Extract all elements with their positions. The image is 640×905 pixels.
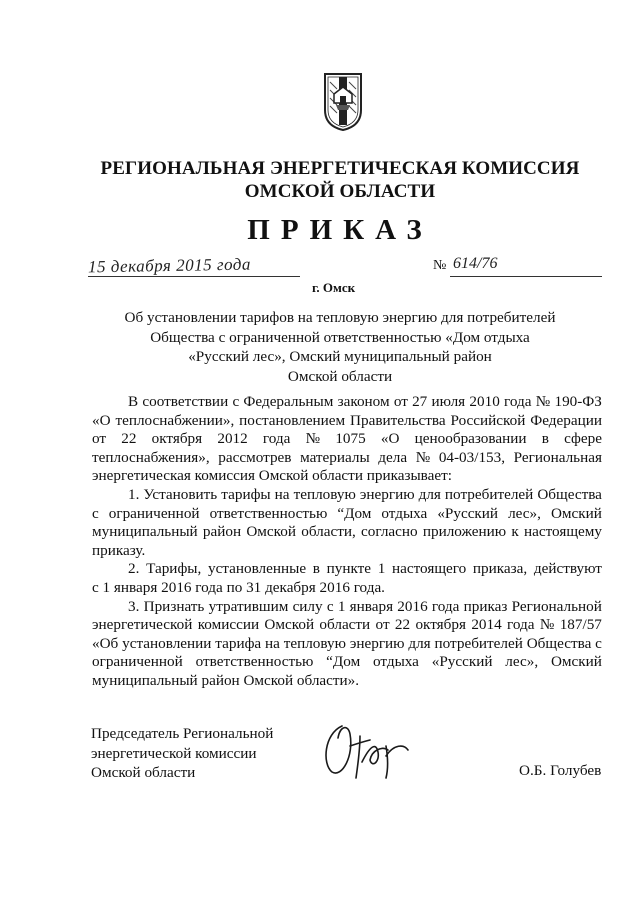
body-line [92, 635, 602, 654]
body-word: настоящему [524, 523, 602, 541]
signatory-position [91, 724, 273, 783]
body-word: рассмотрев [218, 448, 292, 466]
body-word: тепловую [283, 634, 346, 652]
body-word: с [595, 634, 602, 652]
body-word: 190-ФЗ [554, 393, 602, 410]
body-word: года [262, 430, 291, 448]
order-body [92, 393, 602, 691]
body-word: с [232, 393, 240, 410]
subject-line: Об установлении тарифов на тепловую энергию для потребителей [124, 309, 556, 326]
body-line [92, 505, 602, 524]
body-word: комиссии [197, 616, 260, 634]
subject-line: «Русский лес», Омский муниципальный район [188, 348, 492, 365]
body-line: энергетическая комиссия Омской области приказывает: [92, 467, 452, 485]
body-word: для [418, 485, 441, 503]
body-line [92, 449, 602, 468]
body-word: 3. [128, 597, 140, 615]
body-word: лес», [505, 653, 539, 671]
body-word: № [539, 616, 555, 634]
signatory-name: О.Б. Голубев [519, 762, 602, 779]
body-word: тарифы [221, 485, 271, 503]
body-line [92, 598, 602, 617]
body-word: 2. [128, 560, 140, 578]
body-word: в [541, 430, 549, 448]
body-word: утратившим [208, 597, 289, 615]
body-word: настоящего [392, 560, 467, 578]
body-word: октября [151, 430, 203, 448]
coat-of-arms-icon [322, 70, 364, 132]
body-word: года [504, 393, 532, 410]
body-line [92, 430, 602, 449]
body-word: 04-03/153, [438, 448, 506, 466]
number-underline [450, 276, 602, 277]
body-word: 1. [128, 485, 140, 503]
body-word: теплоснабжения», [92, 448, 210, 466]
body-line [92, 393, 602, 412]
body-word: 1075 [335, 430, 366, 448]
body-word: Федеральным [243, 393, 334, 410]
body-word: 2012 [217, 430, 248, 448]
body-word: приказ [463, 597, 508, 615]
handwritten-number: 614/76 [453, 255, 498, 272]
body-word: Тарифы, [146, 560, 202, 578]
body-word: на [265, 634, 280, 652]
body-word: Установить [143, 485, 218, 503]
body-word: 27 [412, 393, 428, 410]
body-word: области, [301, 523, 356, 541]
body-word: Омской [264, 616, 315, 634]
body-word: «О [92, 411, 111, 429]
body-word: действуют [533, 560, 602, 578]
body-word: 22 [121, 430, 137, 448]
body-word: 1 [377, 560, 386, 578]
body-word: ответственностью [209, 504, 328, 522]
body-word: установлении [122, 634, 212, 652]
body-word: Омский [550, 653, 602, 671]
body-word: 2014 [471, 616, 502, 634]
order-subject [100, 308, 580, 386]
body-line [92, 523, 602, 542]
body-word: ограниченной [92, 653, 183, 671]
body-word: июля [431, 393, 466, 410]
body-word: пункте [326, 560, 372, 578]
body-word: Федерации [530, 411, 602, 429]
subject-line: Омской области [287, 367, 393, 385]
body-word: 187/57 [559, 616, 602, 634]
position-line: энергетической комиссии [91, 744, 257, 762]
body-word: Российской [450, 411, 526, 429]
body-word: в [312, 560, 320, 578]
body-word: № [415, 448, 431, 466]
body-word: согласно [361, 523, 418, 541]
body-word: от [92, 430, 107, 448]
body-word: Региональная [513, 448, 602, 466]
body-word: приложению [422, 523, 507, 541]
body-line [92, 560, 602, 579]
body-word: потребителей [444, 485, 534, 503]
document-type-title: ПРИКАЗ [247, 214, 433, 246]
body-word: ответственностью [195, 653, 314, 671]
body-word: тарифа [215, 634, 262, 652]
body-word: к [511, 523, 519, 541]
body-line [92, 412, 602, 431]
body-word: “Дом [326, 653, 361, 671]
body-line [92, 653, 602, 672]
body-word: постановлением [239, 411, 346, 429]
body-word: энергию [359, 485, 415, 503]
body-word: № [305, 430, 321, 448]
body-line [92, 486, 602, 505]
body-word: приказа, [472, 560, 528, 578]
body-word: Региональной [511, 597, 602, 615]
body-word: ограниченной [108, 504, 200, 522]
body-word: Признать [143, 597, 205, 615]
body-word: области [319, 616, 371, 634]
body-word: Общества [537, 485, 602, 503]
position-line: Омской области [91, 764, 196, 781]
body-word: 1 [337, 597, 346, 615]
body-word: Правительства [350, 411, 446, 429]
body-word: материалы [300, 448, 370, 466]
position-line: Председатель Региональной [91, 725, 274, 742]
body-word: 2010 [469, 393, 500, 410]
body-word: В [128, 393, 139, 410]
handwritten-date: 15 декабря 2015 года [87, 254, 252, 277]
body-word: Омской [246, 523, 296, 541]
body-word: энергетической [92, 616, 193, 634]
body-word: теплоснабжении», [115, 411, 235, 429]
body-line: приказу. [92, 541, 146, 559]
body-word: сфере [564, 430, 602, 448]
body-word: район [202, 523, 242, 541]
body-word: муниципальный [92, 523, 198, 541]
body-word: «Об [92, 634, 119, 652]
body-word: года [431, 597, 460, 615]
body-word: дела [378, 448, 408, 466]
body-word: Общества [526, 634, 592, 652]
body-word: «Русский [431, 653, 493, 671]
body-word: с [92, 504, 99, 522]
body-word: для [408, 634, 431, 652]
body-word: ценообразовании [414, 430, 527, 448]
body-word: от [393, 393, 408, 410]
body-word: отдыха [373, 653, 419, 671]
body-word: отдыха [381, 504, 428, 522]
body-word: «Русский [437, 504, 499, 522]
handwritten-signature [314, 716, 416, 788]
body-word: энергию [349, 634, 405, 652]
body-line [92, 616, 602, 635]
body-word: Омский [550, 504, 602, 522]
city-label: г. Омск [312, 280, 356, 295]
body-word: силу [292, 597, 323, 615]
body-word: с [326, 597, 334, 615]
body-word: соответствии [142, 393, 229, 410]
body-line: с 1 января 2016 года по 31 декабря 2016 года. [92, 578, 385, 596]
organization-name: РЕГИОНАЛЬНАЯ ЭНЕРГЕТИЧЕСКАЯ КОМИССИЯ [100, 158, 580, 179]
body-word: установленные [207, 560, 307, 578]
body-word: января [349, 597, 394, 615]
body-word: 2016 [397, 597, 428, 615]
organization-region: ОМСКОЙ ОБЛАСТИ [244, 181, 436, 202]
body-word: октября [415, 616, 466, 634]
body-word: «О [380, 430, 400, 448]
date-underline [88, 276, 300, 277]
body-word: законом [337, 393, 390, 410]
number-label: № [433, 258, 447, 273]
body-word: № [535, 393, 551, 410]
body-word: лес», [508, 504, 541, 522]
body-word: 22 [394, 616, 411, 634]
body-word: тепловую [293, 485, 356, 503]
body-word: на [274, 485, 290, 503]
body-word: года [507, 616, 535, 634]
body-word: “Дом [337, 504, 372, 522]
body-word: от [375, 616, 390, 634]
body-line: муниципальный район Омской области». [92, 671, 360, 689]
body-word: потребителей [434, 634, 523, 652]
subject-line: Общества с ограниченной ответственностью «Дом отдыха [150, 328, 530, 346]
